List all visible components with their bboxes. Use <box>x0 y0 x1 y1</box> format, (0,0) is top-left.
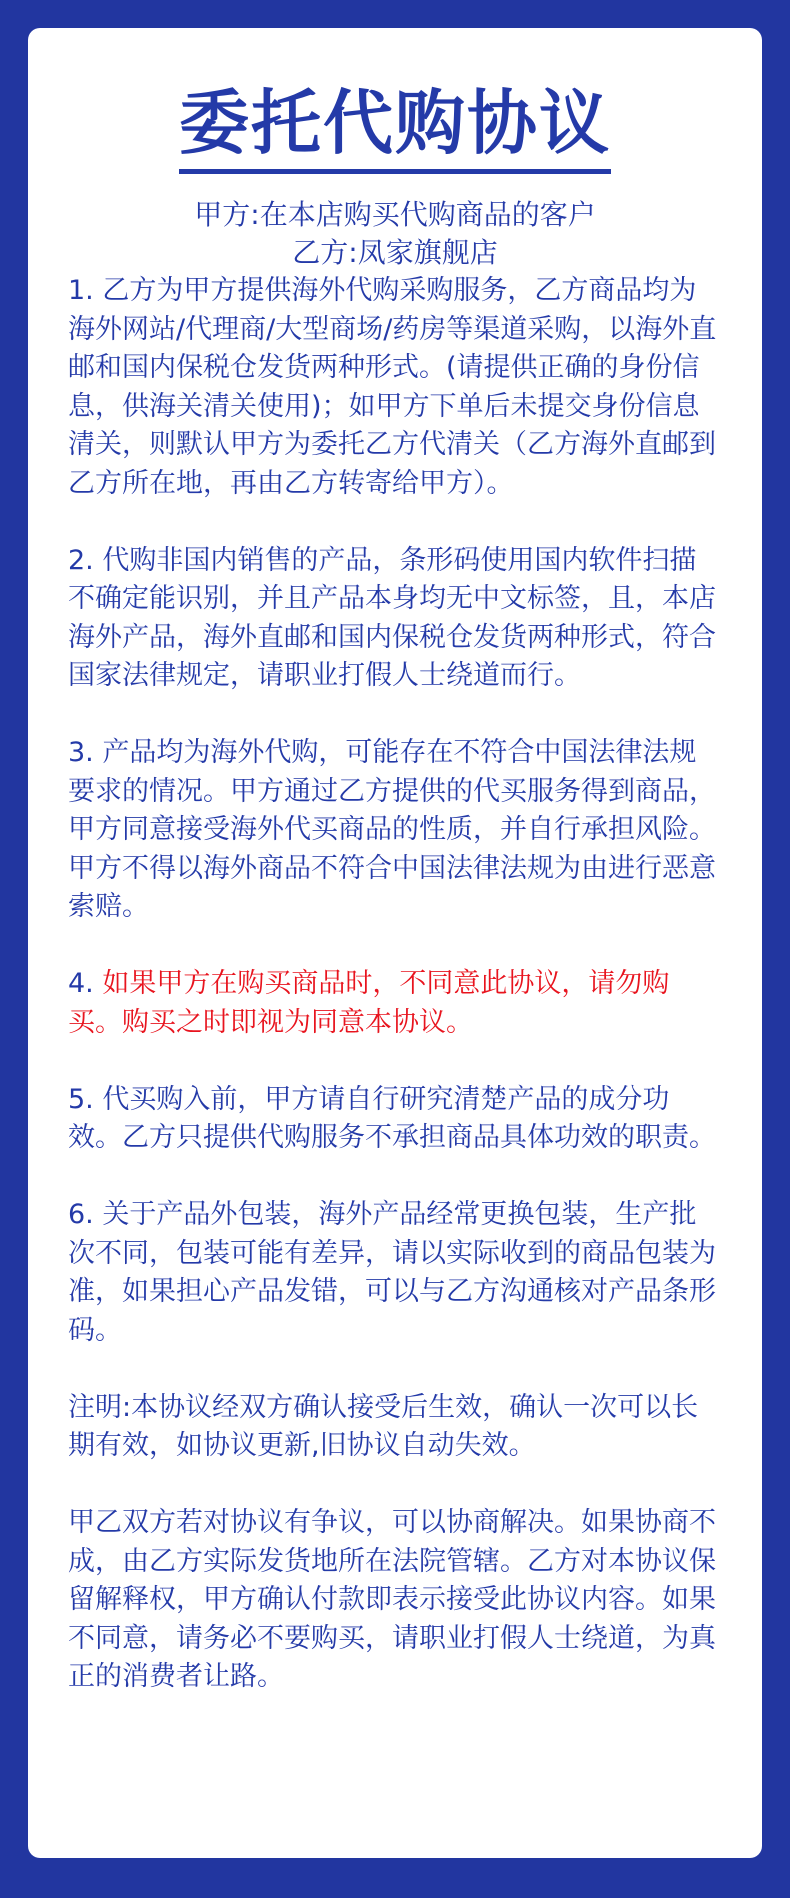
clause-1: 1. 乙方为甲方提供海外代购采购服务，乙方商品均为海外网站/代理商/大型商场/药房等渠道采购，以海外直邮和国内保税仓发货两种形式。(请提供正确的身份信息，供海关清关使用)；如甲方下单后未提交身份信息清关，则默认甲方为委托乙方代清关（乙方海外直邮到乙方所在地，再由乙方转寄给甲方）。 <box>68 275 717 499</box>
title-wrap <box>68 28 722 174</box>
clause-5: 5. 代买购入前，甲方请自行研究清楚产品的成分功效。乙方只提供代购服务不承担商品具体功效的职责。 <box>68 1083 716 1153</box>
note: 注明:本协议经双方确认接受后生效，确认一次可以长期有效，如协议更新,旧协议自动失效。 <box>68 1391 699 1461</box>
dispute-clause: 甲乙双方若对协议有争议，可以协商解决。如果协商不成，由乙方实际发货地所在法院管辖。乙方对本协议保留解释权，甲方确认付款即表示接受此协议内容。如果不同意，请务必不要购买，请职业打假人士绕道，为真正的消费者让路。 <box>68 1507 716 1692</box>
clause-4-number: 4. <box>68 968 103 999</box>
agreement-card <box>28 28 762 1858</box>
party-b: 乙方:凤家旗舰店 <box>292 236 498 269</box>
clause-3: 3. 产品均为海外代购，可能存在不符合中国法律法规要求的情况。甲方通过乙方提供的代买服务得到商品，甲方同意接受海外代买商品的性质，并自行承担风险。甲方不得以海外商品不符合中国法律法规为由进行恶意索赔。 <box>68 737 716 922</box>
party-a: 甲方:在本店购买代购商品的客户 <box>194 198 596 231</box>
clause-4-warning: 如果甲方在购买商品时，不同意此协议，请勿购买。购买之时即视为同意本协议。 <box>68 968 670 1038</box>
clause-6: 6. 关于产品外包装，海外产品经常更换包装，生产批次不同，包装可能有差异，请以实际收到的商品包装为准，如果担心产品发错，可以与乙方沟通核对产品条形码。 <box>68 1199 716 1346</box>
clause-4 <box>68 965 722 1042</box>
clause-2: 2. 代购非国内销售的产品，条形码使用国内软件扫描不确定能识别，并且产品本身均无中文标签，且，本店海外产品，海外直邮和国内保税仓发货两种形式，符合国家法律规定，请职业打假人士绕道而行。 <box>68 544 716 691</box>
page-title: 委托代购协议 <box>179 83 611 174</box>
